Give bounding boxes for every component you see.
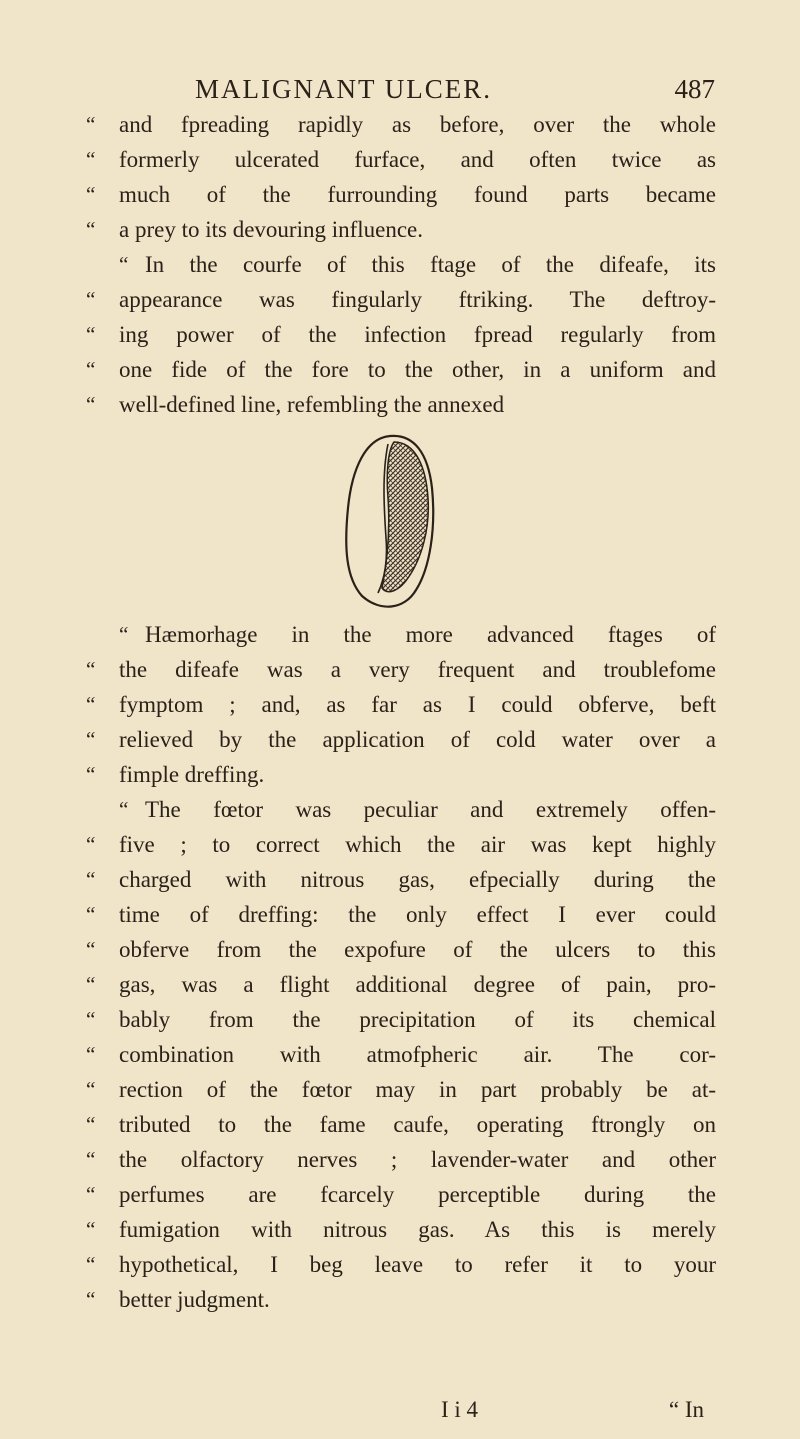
running-title: MALIGNANT ULCER. [195,74,492,104]
quote-mark: “ [86,1182,96,1206]
text-line: “ relieved by the application of cold water over a [86,722,716,757]
quote-mark: “ [86,867,96,891]
text-line: In the courfe of this ftage of the difeafe, its “ [86,247,716,282]
text-block-bottom [86,617,716,1317]
quote-mark: “ [86,287,96,311]
text-line: “ and fpreading rapidly as before, over the whole [86,107,716,142]
text-line: “ the olfactory nerves ; lavender-water and other [86,1142,716,1177]
quote-mark: “ [86,1112,96,1136]
quote-mark: “ [86,112,96,136]
quote-mark: “ [86,972,96,996]
catchword: “ In [668,1397,704,1422]
text-line: “ a prey to its devouring influence. [86,212,716,247]
quote-mark: “ [86,1252,96,1276]
quote-mark: “ [119,797,129,821]
text-line: “ charged with nitrous gas, efpecially during the [86,862,716,897]
running-header [195,74,715,108]
text-line: “ one fide of the fore to the other, in a uniform and [86,352,716,387]
page-footer [86,1392,716,1427]
quote-mark: “ [86,147,96,171]
text-line: “ fimple dreffing. [86,757,716,792]
text-line: “ bably from the precipitation of its chemical [86,1002,716,1037]
quote-mark: “ [86,902,96,926]
quote-mark: “ [119,252,129,276]
quote-mark: “ [86,322,96,346]
text-line: “ fumigation with nitrous gas. As this is merely [86,1212,716,1247]
quote-mark: “ [119,622,129,646]
quote-mark: “ [86,832,96,856]
text-line: “ perfumes are fcarcely perceptible during the [86,1177,716,1212]
text-line: “ tributed to the fame caufe, operating ftrongly on [86,1107,716,1142]
quote-mark: “ [86,1042,96,1066]
quote-mark: “ [86,182,96,206]
ulcer-hatched-area [382,442,428,592]
text-line: “ formerly ulcerated furface, and often twice as [86,142,716,177]
quote-mark: “ [86,692,96,716]
quote-mark: “ [86,1217,96,1241]
quote-mark: “ [86,217,96,241]
text-line: “ better judgment. [86,1282,716,1317]
page-number: 487 [674,74,715,104]
text-line: “ The fœtor was peculiar and extremely offen- [86,792,716,827]
text-line: “ fymptom ; and, as far as I could obferve, beft [86,687,716,722]
text-line: “ appearance was fingularly ftriking. The deftroy- [86,282,716,317]
quote-mark: “ [86,1287,96,1311]
ulcer-illustration [318,428,468,618]
quote-mark: “ [86,1077,96,1101]
text-line: “ rection of the fœtor may in part probably be at- [86,1072,716,1107]
quote-mark: “ [86,762,96,786]
text-line: “ gas, was a flight additional degree of pain, pro- [86,967,716,1002]
text-line: “ five ; to correct which the air was kept highly [86,827,716,862]
text-line: “ Hæmorhage in the more advanced ftages of [86,617,716,652]
quote-mark: “ [86,392,96,416]
quote-mark: “ [86,937,96,961]
text-line: “ the difeafe was a very frequent and troublefome [86,652,716,687]
quote-mark: “ [86,657,96,681]
text-line: “ combination with atmofpheric air. The cor- [86,1037,716,1072]
quote-mark: “ [86,727,96,751]
signature-mark: I i 4 [441,1397,479,1422]
text-line: “ time of dreffing: the only effect I ever could [86,897,716,932]
text-line: “ much of the furrounding found parts became [86,177,716,212]
quote-mark: “ [86,357,96,381]
quote-mark: “ [86,1147,96,1171]
text-line: “ well-defined line, refembling the annexed [86,387,716,422]
text-line: “ ing power of the infection fpread regularly from [86,317,716,352]
text-line: “ obferve from the expofure of the ulcers to this [86,932,716,967]
text-block-top [86,107,716,422]
quote-mark: “ [86,1007,96,1031]
text-line: “ hypothetical, I beg leave to refer it to your [86,1247,716,1282]
